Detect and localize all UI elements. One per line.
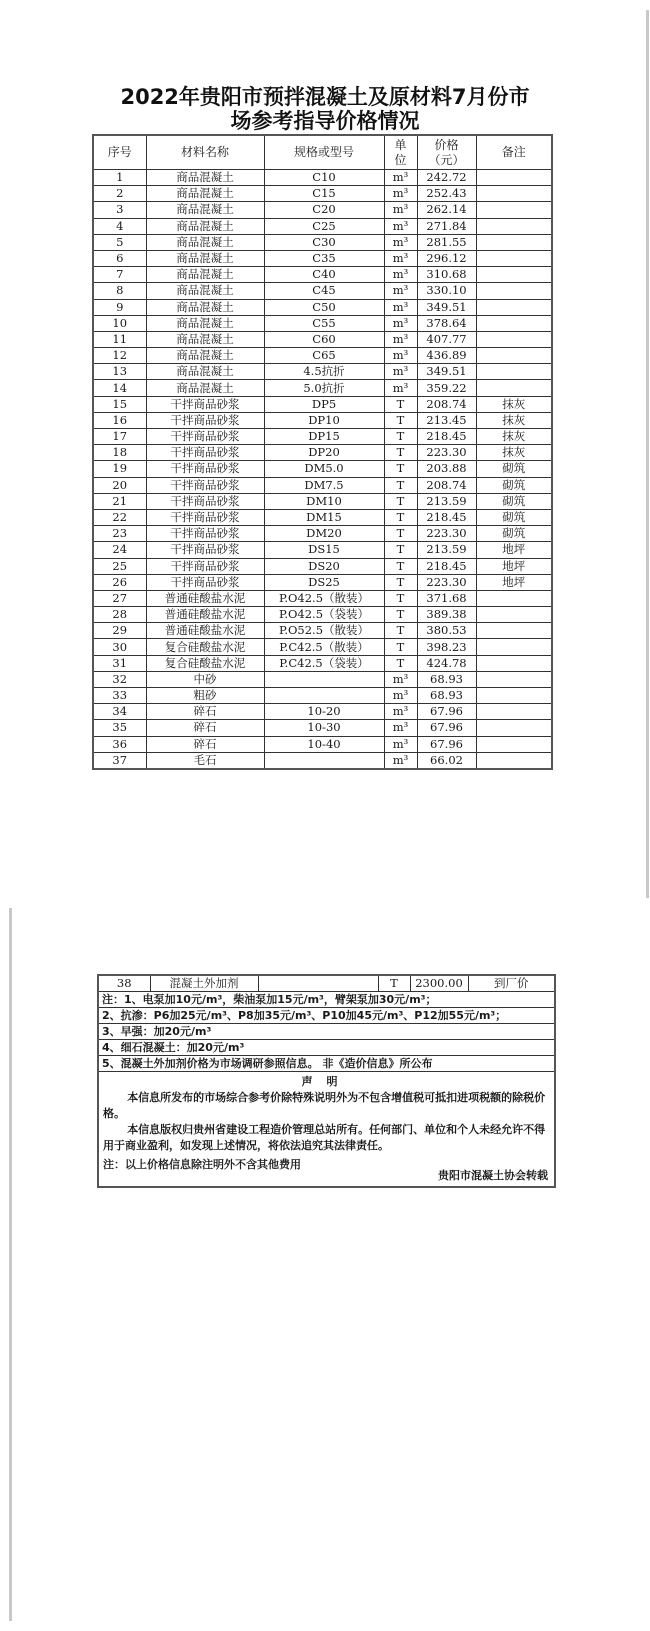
cell-seq: 19 (93, 461, 146, 477)
cell-price: 213.59 (417, 493, 476, 509)
cell-price: 378.64 (417, 315, 476, 331)
cell-spec: P.O42.5（散装） (264, 590, 384, 606)
cell-unit: m³ (384, 218, 417, 234)
cell-price: 213.59 (417, 542, 476, 558)
cell-name: 干拌商品砂浆 (146, 509, 264, 525)
cell-remark: 地坪 (476, 574, 552, 590)
cell-name: 毛石 (146, 752, 264, 769)
cell-unit: T (384, 396, 417, 412)
cell-price: 208.74 (417, 396, 476, 412)
table-row (93, 574, 552, 590)
cell-name: 干拌商品砂浆 (146, 558, 264, 574)
cell-remark: 地坪 (476, 542, 552, 558)
table-row (93, 671, 552, 687)
cell-remark: 砌筑 (476, 526, 552, 542)
table-row (93, 639, 552, 655)
cell-name: 碎石 (146, 736, 264, 752)
cell-price: 213.45 (417, 412, 476, 428)
cell-seq: 24 (93, 542, 146, 558)
cell-seq: 22 (93, 509, 146, 525)
cell-seq: 20 (93, 477, 146, 493)
cell-remark (476, 639, 552, 655)
page2-edge (9, 908, 12, 1621)
table-row (93, 218, 552, 234)
cell-spec: C55 (264, 315, 384, 331)
table-row (93, 445, 552, 461)
cell-seq: 33 (93, 688, 146, 704)
table-row (93, 493, 552, 509)
cell-price: 68.93 (417, 671, 476, 687)
cell-remark: 到厂价 (468, 975, 555, 992)
cell-name: 干拌商品砂浆 (146, 445, 264, 461)
cell-spec: DS15 (264, 542, 384, 558)
cell-price: 67.96 (417, 736, 476, 752)
cell-spec: C25 (264, 218, 384, 234)
table-row (93, 461, 552, 477)
cell-name: 商品混凝土 (146, 218, 264, 234)
cell-spec: P.C42.5（散装） (264, 639, 384, 655)
cell-unit: m³ (384, 720, 417, 736)
cell-name: 商品混凝土 (146, 315, 264, 331)
cell-spec: C15 (264, 186, 384, 202)
cell-seq: 35 (93, 720, 146, 736)
cell-price: 296.12 (417, 250, 476, 266)
cell-remark (476, 655, 552, 671)
cell-seq: 21 (93, 493, 146, 509)
table-row (98, 975, 555, 992)
page1-edge (646, 10, 649, 898)
cell-seq: 1 (93, 170, 146, 186)
header-price-top: 价格 (434, 137, 459, 152)
header-spec: 规格或型号 (264, 135, 384, 170)
cell-spec: C35 (264, 250, 384, 266)
cell-seq: 28 (93, 607, 146, 623)
document-title-line2: 场参考指导价格情况 (230, 109, 420, 133)
note-3: 3、早强：加20元/m³ (98, 1024, 555, 1040)
cell-remark: 抹灰 (476, 396, 552, 412)
cell-spec (258, 975, 378, 992)
cell-name: 商品混凝土 (146, 170, 264, 186)
table-row (93, 688, 552, 704)
cell-price: 66.02 (417, 752, 476, 769)
cell-spec: 5.0抗折 (264, 380, 384, 396)
table-row (93, 477, 552, 493)
cell-remark (476, 202, 552, 218)
cell-name: 普通硅酸盐水泥 (146, 590, 264, 606)
cell-spec: 10-20 (264, 704, 384, 720)
cell-remark: 砌筑 (476, 461, 552, 477)
cell-unit: T (384, 655, 417, 671)
table-body (93, 170, 552, 769)
cell-price: 252.43 (417, 186, 476, 202)
cell-name: 碎石 (146, 704, 264, 720)
cell-price: 349.51 (417, 364, 476, 380)
cell-unit: m³ (384, 170, 417, 186)
cell-seq: 3 (93, 202, 146, 218)
cell-seq: 34 (93, 704, 146, 720)
table-row (93, 509, 552, 525)
cell-remark (476, 348, 552, 364)
cell-name: 商品混凝土 (146, 364, 264, 380)
cell-name: 复合硅酸盐水泥 (146, 655, 264, 671)
cell-price: 407.77 (417, 331, 476, 347)
table-row (93, 429, 552, 445)
cell-name: 普通硅酸盐水泥 (146, 607, 264, 623)
cell-remark (476, 250, 552, 266)
cell-unit: m³ (384, 688, 417, 704)
cell-price: 262.14 (417, 202, 476, 218)
cell-unit: T (384, 590, 417, 606)
header-price (417, 135, 476, 170)
cell-price: 203.88 (417, 461, 476, 477)
cell-unit: m³ (384, 299, 417, 315)
cell-name: 商品混凝土 (146, 348, 264, 364)
cell-price: 380.53 (417, 623, 476, 639)
cell-spec: C50 (264, 299, 384, 315)
cell-spec: C30 (264, 234, 384, 250)
table-row (93, 655, 552, 671)
cell-spec: P.C42.5（袋装） (264, 655, 384, 671)
header-seq: 序号 (93, 135, 146, 170)
cell-remark (476, 688, 552, 704)
cell-price: 67.96 (417, 720, 476, 736)
cell-spec (264, 671, 384, 687)
cell-seq: 17 (93, 429, 146, 445)
cell-remark (476, 299, 552, 315)
cell-seq: 23 (93, 526, 146, 542)
cell-name: 混凝土外加剂 (150, 975, 258, 992)
cell-remark: 砌筑 (476, 509, 552, 525)
table-row (93, 558, 552, 574)
cell-remark (476, 315, 552, 331)
cell-unit: T (384, 477, 417, 493)
cell-seq: 2 (93, 186, 146, 202)
cell-unit: T (384, 493, 417, 509)
cell-remark: 地坪 (476, 558, 552, 574)
cell-unit: T (384, 623, 417, 639)
table-row (93, 315, 552, 331)
cell-unit: T (384, 461, 417, 477)
cell-name: 碎石 (146, 720, 264, 736)
cell-spec: P.O52.5（散装） (264, 623, 384, 639)
cell-price: 359.22 (417, 380, 476, 396)
cell-seq: 12 (93, 348, 146, 364)
cell-name: 商品混凝土 (146, 380, 264, 396)
cell-unit: T (384, 445, 417, 461)
cell-price: 330.10 (417, 283, 476, 299)
cell-remark (476, 364, 552, 380)
header-unit-bottom: 位 (394, 152, 407, 167)
cell-name: 中砂 (146, 671, 264, 687)
table-row (93, 331, 552, 347)
cell-spec: DP15 (264, 429, 384, 445)
cell-unit: m³ (384, 315, 417, 331)
header-name: 材料名称 (146, 135, 264, 170)
cell-price: 310.68 (417, 267, 476, 283)
note-4: 4、细石混凝土：加20元/m³ (98, 1040, 555, 1056)
cell-spec: DS25 (264, 574, 384, 590)
cell-spec: C45 (264, 283, 384, 299)
cell-remark (476, 283, 552, 299)
cell-seq: 4 (93, 218, 146, 234)
cell-remark (476, 267, 552, 283)
cell-name: 干拌商品砂浆 (146, 429, 264, 445)
cell-unit: T (384, 639, 417, 655)
note-5: 5、混凝土外加剂价格为市场调研参照信息。 非《造价信息》所公布 (98, 1056, 555, 1072)
cell-seq: 6 (93, 250, 146, 266)
table-row (93, 170, 552, 186)
cell-price: 218.45 (417, 558, 476, 574)
cell-seq: 18 (93, 445, 146, 461)
header-price-bottom: （元） (428, 152, 465, 167)
note-2: 2、抗渗：P6加25元/m³、P8加35元/m³、P10加45元/m³、P12加55元/m³； (98, 1008, 555, 1024)
cell-spec (264, 752, 384, 769)
cell-name: 商品混凝土 (146, 283, 264, 299)
cell-name: 商品混凝土 (146, 331, 264, 347)
cell-remark (476, 607, 552, 623)
cell-unit: T (384, 542, 417, 558)
cell-name: 干拌商品砂浆 (146, 542, 264, 558)
cell-seq: 27 (93, 590, 146, 606)
table-row (93, 348, 552, 364)
table-row (93, 283, 552, 299)
cell-remark (476, 704, 552, 720)
cell-price: 424.78 (417, 655, 476, 671)
cell-price: 242.72 (417, 170, 476, 186)
cell-name: 粗砂 (146, 688, 264, 704)
cell-spec: DM15 (264, 509, 384, 525)
table-row (93, 186, 552, 202)
cell-spec: DP5 (264, 396, 384, 412)
statement-para-2: 本信息版权归贵州省建设工程造价管理总站所有。任何部门、单位和个人未经允许不得用于商业盈利，如发现上述情况，将依法追究其法律责任。 (103, 1123, 546, 1152)
table-row (93, 267, 552, 283)
cell-price: 223.30 (417, 526, 476, 542)
cell-spec: 10-30 (264, 720, 384, 736)
cell-seq: 29 (93, 623, 146, 639)
cell-name: 商品混凝土 (146, 186, 264, 202)
cell-seq: 31 (93, 655, 146, 671)
cell-seq: 25 (93, 558, 146, 574)
cell-unit: m³ (384, 752, 417, 769)
cell-unit: m³ (384, 704, 417, 720)
table-row (93, 396, 552, 412)
statement-title: 声明 (301, 1075, 352, 1088)
cell-spec: DM7.5 (264, 477, 384, 493)
price-table (92, 134, 553, 770)
cell-name: 干拌商品砂浆 (146, 574, 264, 590)
cell-price: 349.51 (417, 299, 476, 315)
document-title-line1: 2022年贵阳市预拌混凝土及原材料7月份市 (120, 85, 530, 109)
cell-unit: T (384, 607, 417, 623)
cell-price: 218.45 (417, 509, 476, 525)
table-row (93, 752, 552, 769)
cell-seq: 8 (93, 283, 146, 299)
cell-seq: 7 (93, 267, 146, 283)
cell-remark (476, 736, 552, 752)
table-row (93, 542, 552, 558)
cell-remark (476, 752, 552, 769)
cell-remark (476, 218, 552, 234)
cell-price: 208.74 (417, 477, 476, 493)
table-row (93, 720, 552, 736)
cell-remark (476, 331, 552, 347)
cell-remark (476, 590, 552, 606)
cell-name: 商品混凝土 (146, 299, 264, 315)
cell-name: 干拌商品砂浆 (146, 526, 264, 542)
cell-seq: 13 (93, 364, 146, 380)
cell-name: 干拌商品砂浆 (146, 461, 264, 477)
table-row (93, 736, 552, 752)
cell-name: 干拌商品砂浆 (146, 493, 264, 509)
cell-unit: m³ (384, 348, 417, 364)
cell-unit: m³ (384, 364, 417, 380)
cell-price: 398.23 (417, 639, 476, 655)
cell-price: 436.89 (417, 348, 476, 364)
cell-seq: 14 (93, 380, 146, 396)
cell-price: 281.55 (417, 234, 476, 250)
cell-name: 商品混凝土 (146, 202, 264, 218)
cell-spec: DM5.0 (264, 461, 384, 477)
table-row (93, 234, 552, 250)
note-1: 注：1、电泵加10元/m³，柴油泵加15元/m³，臂架泵加30元/m³； (98, 992, 555, 1008)
table-row (93, 380, 552, 396)
cell-seq: 38 (98, 975, 150, 992)
cell-name: 干拌商品砂浆 (146, 412, 264, 428)
cell-unit: m³ (384, 671, 417, 687)
table-row (93, 299, 552, 315)
cell-spec: DP10 (264, 412, 384, 428)
cell-unit: T (378, 975, 410, 992)
cell-seq: 36 (93, 736, 146, 752)
cell-spec: C20 (264, 202, 384, 218)
cell-remark: 砌筑 (476, 493, 552, 509)
cell-unit: m³ (384, 202, 417, 218)
cell-unit: m³ (384, 250, 417, 266)
cell-spec: C65 (264, 348, 384, 364)
cell-unit: m³ (384, 186, 417, 202)
table-row (93, 623, 552, 639)
cell-spec: DM10 (264, 493, 384, 509)
cell-remark (476, 623, 552, 639)
cell-remark: 砌筑 (476, 477, 552, 493)
cell-name: 干拌商品砂浆 (146, 396, 264, 412)
cell-name: 商品混凝土 (146, 250, 264, 266)
cell-unit: T (384, 412, 417, 428)
cell-seq: 15 (93, 396, 146, 412)
cell-seq: 32 (93, 671, 146, 687)
cell-remark: 抹灰 (476, 412, 552, 428)
cell-price: 2300.00 (410, 975, 468, 992)
table-row (93, 607, 552, 623)
cell-name: 商品混凝土 (146, 267, 264, 283)
cell-spec: DS20 (264, 558, 384, 574)
cell-price: 371.68 (417, 590, 476, 606)
cell-name: 普通硅酸盐水泥 (146, 623, 264, 639)
cell-unit: T (384, 429, 417, 445)
cell-remark (476, 671, 552, 687)
statement-para-1: 本信息所发布的市场综合参考价除特殊说明外为不包含增值税可抵扣进项税额的除税价格。 (103, 1091, 546, 1120)
table-row (93, 364, 552, 380)
cell-remark (476, 186, 552, 202)
cell-seq: 10 (93, 315, 146, 331)
header-remark: 备注 (476, 135, 552, 170)
cell-price: 67.96 (417, 704, 476, 720)
cell-unit: T (384, 574, 417, 590)
cell-spec: DM20 (264, 526, 384, 542)
table-row (93, 526, 552, 542)
cell-unit: m³ (384, 267, 417, 283)
cell-seq: 11 (93, 331, 146, 347)
cell-spec: C10 (264, 170, 384, 186)
cell-name: 干拌商品砂浆 (146, 477, 264, 493)
cell-unit: T (384, 509, 417, 525)
cell-spec: DP20 (264, 445, 384, 461)
cell-spec: C60 (264, 331, 384, 347)
table-row (93, 250, 552, 266)
cell-remark (476, 170, 552, 186)
table-row (93, 202, 552, 218)
cell-seq: 9 (93, 299, 146, 315)
cell-price: 68.93 (417, 688, 476, 704)
footnote: 注：以上价格信息除注明外不含其他费用 (103, 1158, 301, 1171)
cell-unit: T (384, 558, 417, 574)
cell-name: 复合硅酸盐水泥 (146, 639, 264, 655)
cell-name: 商品混凝土 (146, 234, 264, 250)
cell-seq: 26 (93, 574, 146, 590)
cell-unit: m³ (384, 234, 417, 250)
cell-seq: 16 (93, 412, 146, 428)
cell-remark (476, 380, 552, 396)
cell-spec: 10-40 (264, 736, 384, 752)
cell-seq: 5 (93, 234, 146, 250)
cell-price: 223.30 (417, 574, 476, 590)
cell-price: 389.38 (417, 607, 476, 623)
cell-unit: T (384, 526, 417, 542)
cell-seq: 30 (93, 639, 146, 655)
cell-spec: 4.5抗折 (264, 364, 384, 380)
cell-remark: 抹灰 (476, 445, 552, 461)
cell-price: 223.30 (417, 445, 476, 461)
cell-seq: 37 (93, 752, 146, 769)
cell-spec: C40 (264, 267, 384, 283)
cell-spec: P.O42.5（袋装） (264, 607, 384, 623)
cell-remark: 抹灰 (476, 429, 552, 445)
header-unit (384, 135, 417, 170)
table-header-row (93, 135, 552, 170)
table-row (93, 704, 552, 720)
table-row (93, 412, 552, 428)
cell-unit: m³ (384, 331, 417, 347)
statement-signature: 贵阳市混凝土协会转载 (438, 1169, 548, 1182)
cell-unit: m³ (384, 736, 417, 752)
cell-price: 271.84 (417, 218, 476, 234)
cell-price: 218.45 (417, 429, 476, 445)
cell-spec (264, 688, 384, 704)
cell-remark (476, 720, 552, 736)
cell-remark (476, 234, 552, 250)
table-row (93, 590, 552, 606)
cell-unit: m³ (384, 283, 417, 299)
header-unit-top: 单 (394, 137, 407, 152)
cell-unit: m³ (384, 380, 417, 396)
